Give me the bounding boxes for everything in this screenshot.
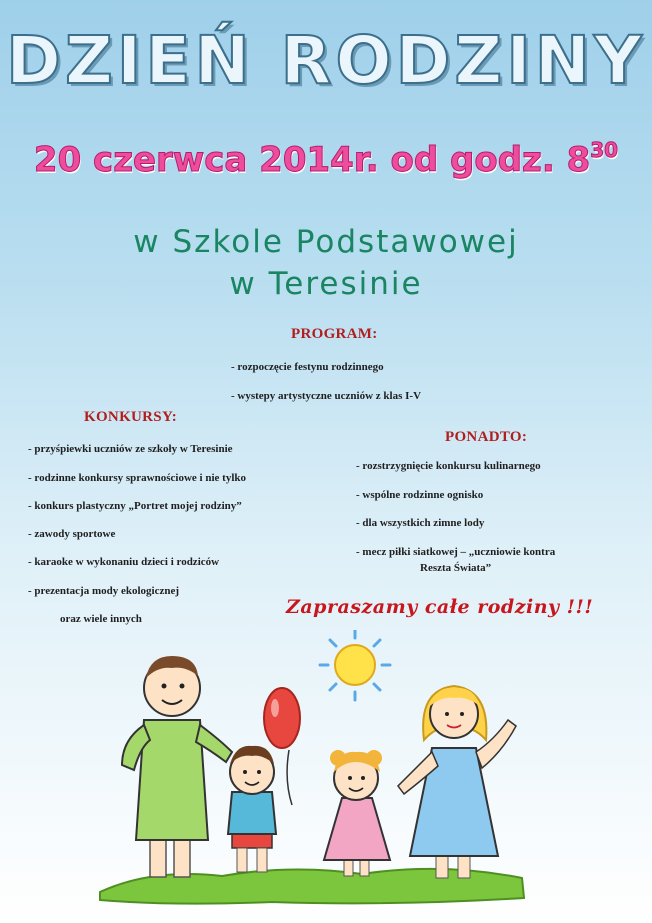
girl-figure	[324, 750, 390, 876]
school-name: w Szkole Podstawowej	[133, 224, 519, 260]
konkursy-item: - konkurs plastyczny „Portret mojej rodziny”	[28, 500, 242, 512]
ponadto-item: - rozstrzygnięcie konkursu kulinarnego	[356, 460, 541, 472]
konkursy-item: - przyśpiewki uczniów ze szkoły w Teresinie	[28, 443, 233, 455]
poster-title: DZIEŃ RODZINY	[6, 22, 646, 99]
mother-figure	[398, 686, 516, 878]
ponadto-item: - dla wszystkich zimne lody	[356, 517, 485, 529]
event-date	[0, 138, 652, 180]
program-item: - wystepy artystyczne uczniów z klas I-V	[231, 390, 422, 402]
father-figure	[122, 656, 232, 877]
balloon-icon	[264, 688, 300, 805]
family-cartoon-icon	[92, 630, 532, 910]
boy-figure	[228, 746, 276, 872]
konkursy-item: oraz wiele innych	[60, 613, 142, 625]
ponadto-item: Reszta Świata”	[420, 562, 492, 574]
konkursy-item: - zawody sportowe	[28, 528, 116, 540]
konkursy-item: - karaoke w wykonaniu dzieci i rodziców	[28, 556, 220, 568]
sun-icon	[320, 630, 390, 700]
event-time-minutes: 30	[590, 138, 619, 162]
ponadto-heading: PONADTO:	[445, 429, 528, 445]
konkursy-item: - rodzinne konkursy sprawnościowe i nie tylko	[28, 472, 246, 484]
school-location: w Teresinie	[229, 266, 423, 302]
konkursy-item: - prezentacja mody ekologicznej	[28, 585, 180, 597]
ponadto-item: - wspólne rodzinne ognisko	[356, 489, 484, 501]
program-heading: PROGRAM:	[291, 326, 378, 342]
event-date-main: 20 czerwca 2014r. od godz. 8	[33, 140, 591, 180]
program-item: - rozpoczęcie festynu rodzinnego	[231, 361, 384, 373]
konkursy-heading: KONKURSY:	[84, 409, 177, 425]
ponadto-item: - mecz piłki siatkowej – „uczniowie kontra	[356, 546, 556, 558]
invitation-text: Zapraszamy całe rodziny !!!	[286, 596, 594, 618]
